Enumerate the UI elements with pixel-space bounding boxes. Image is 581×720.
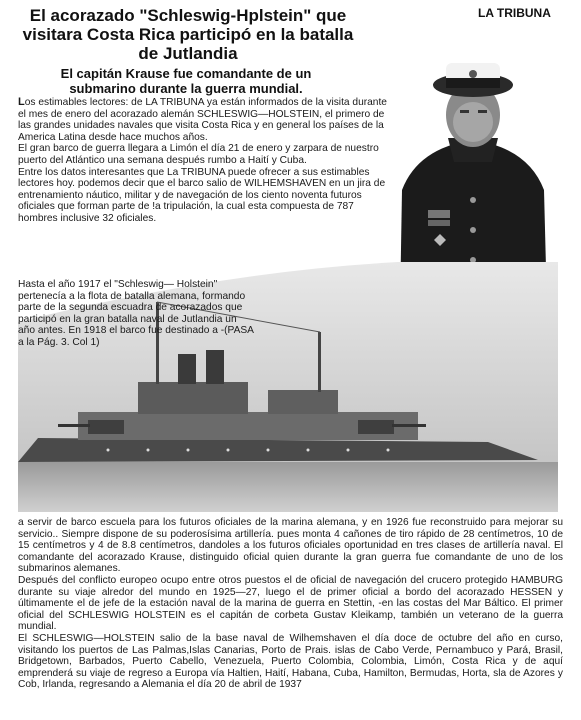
intro-paragraph: Los estimables lectores: de LA TRIBUNA ya están informados de la visita durante el mes de enero del acorazado alemán SCHLESWIG—HOLSTEIN, el primero de las grandes unidades navales que visita Costa Rica y en general los países de la America Latina desde hace muchos años.	[18, 96, 387, 143]
headline: El acorazado "Schleswig-Hplstein" que visitara Costa Rica participó en la batalla de Jutlandia	[22, 6, 354, 63]
masthead: LA TRIBUNA	[478, 6, 551, 20]
left-column	[18, 279, 254, 349]
bottom-text	[18, 517, 563, 691]
bottom-paragraph: Después del conflicto europeo ocupo entre otros puestos el de oficial de navegación del crucero protegido HAMBURG durante su viaje alredor del mundo en 1925—27, luego el de primer oficial a bordo del acorazado HESSEN y últimamente el de jefe de la estación naval de la marina de guerra en Stettin, -en las costas del Mar Báltico. El primer oficial del SCHLESWIG HOLSTEIN es el capitán de corbeta Gustav Kleikamp, también un veterano de la guerra mundial.	[18, 574, 563, 633]
intro-column	[18, 97, 388, 225]
left-column-paragraph: Hasta el año 1917 el "Schleswig— Holstein" pertenecía a la flota de batalla alemana, formando parte de la segunda escuadra de acorazados que participó en la gran batalla naval de Jutlandia un año antes. En 1918 el barco fue destinado a -(PASA a la Pág. 3. Col 1)	[18, 279, 254, 348]
dropcap: L	[18, 96, 25, 108]
subheadline: El capitán Krause fue comandante de un submarino durante la guerra mundial.	[60, 66, 312, 96]
intro-paragraph: El gran barco de guerra llegara a Limón el día 21 de enero y zarpara de nuestro puerto del Atlántico una semana después rumbo a Haití y Cuba.	[18, 143, 379, 166]
bottom-paragraph: El SCHLESWIG—HOLSTEIN salio de la base naval de Wilhemshaven el día doce de octubre del año en curso, visitando los puertos de Las Palmas,Islas Canarias, Porto de Prais. islas de Cabo Verde, Pernambuco y Pará, Brasil, Bridgetown, Barbados, Puerto Cabello, Venezuela, Puerto Colombia, Colombia, Limón, Costa Rica y de aquí emprenderá su viaje de regreso a Europa vía Haltien, Haití, Habana, Cuba, Hamilton, Bermudas, Horta, sla de Azores y Cob, Irlanda, regresando a Alemania el día 20 de abril de 1937	[18, 632, 563, 691]
intro-paragraph: Entre los datos interesantes que La TRIBUNA puede ofrecer a sus estimables lectores hoy. podemos decir que el barco salio de WILHEMSHAVEN en un jira de entrenamiento náutico, militar y de navegación de los ciento noventa futuros oficiales que forman parte de !a tripulación, la cual esta compuesta de 787 hombres inclusive 32 oficiales.	[18, 166, 386, 224]
bottom-paragraph: a servir de barco escuela para los futuros oficiales de la marina alemana, y en 1926 fue reconstruido para mejorar su servicio.. Siempre dispone de su poderosísima artillería. pues monta 4 cañones de tiro rápido de 28 centímetros, 10 de 15 centímetros y 4 de 8.8 centímetros, dandoles a los futuros oficiales oportunidad en tres clases de artillería naval. El comandante del acorazado Krause, distinguido oficial quien durante la gran guerra fue comandante de uno de los submarinos alemanes.	[18, 517, 563, 575]
